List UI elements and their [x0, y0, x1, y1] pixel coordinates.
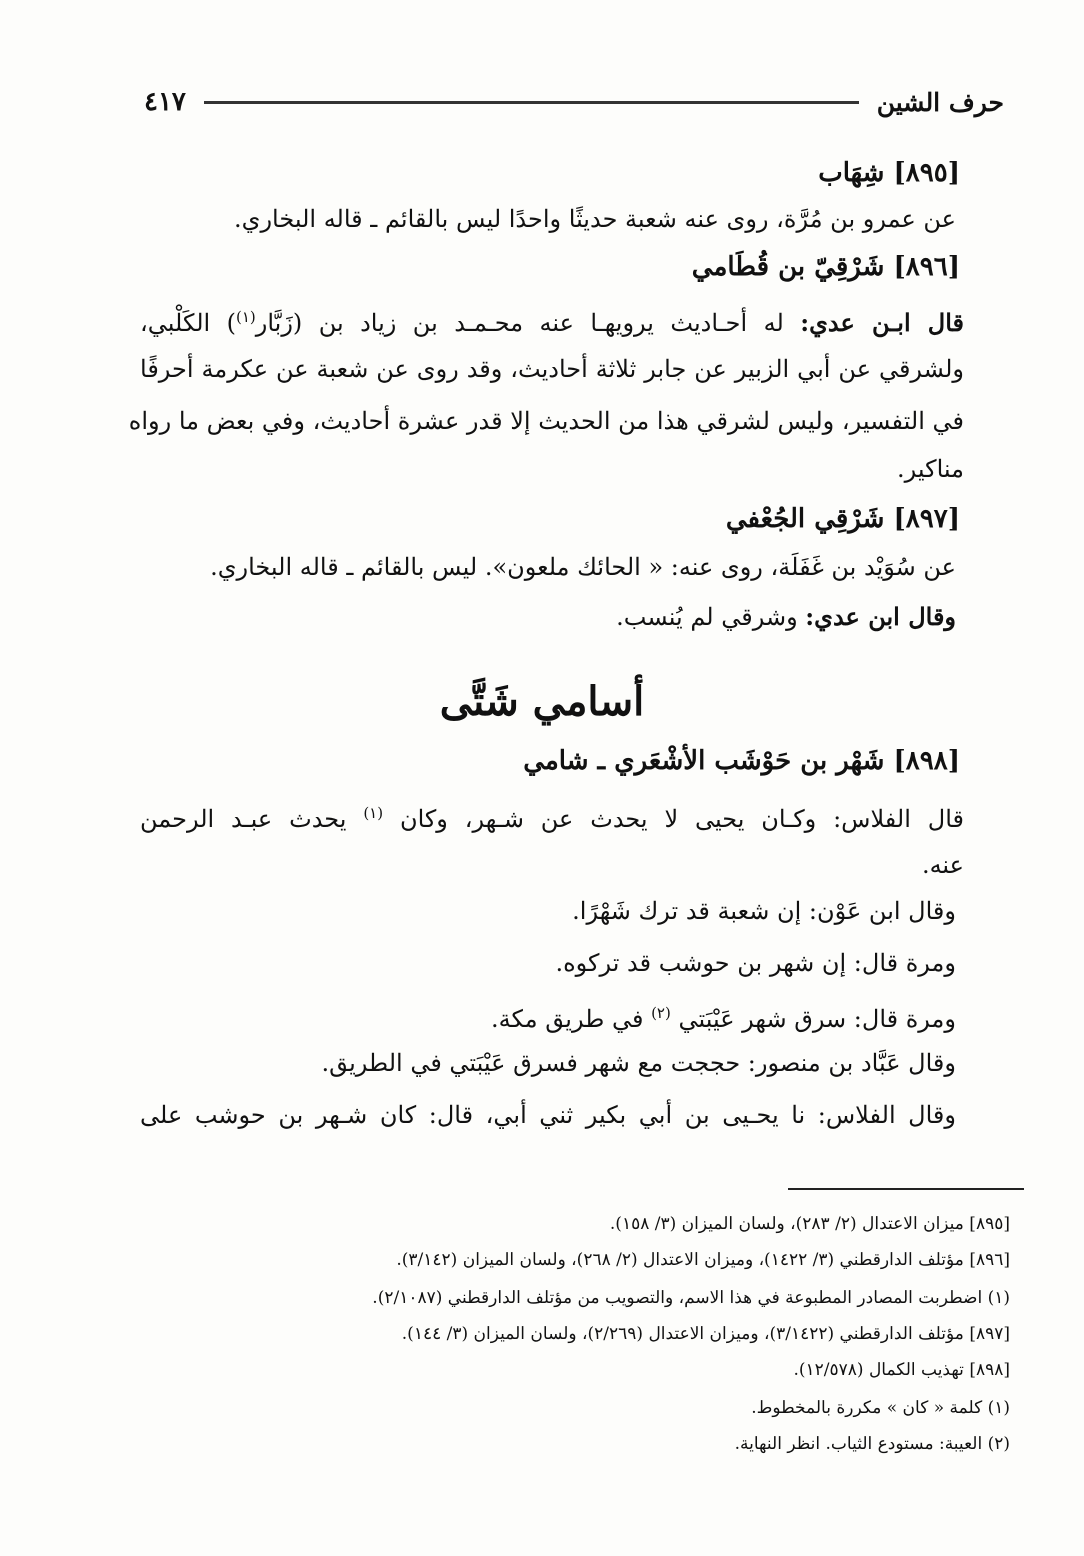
entry-text-897-line-2 [616, 592, 956, 642]
text-run: ومرة قال: سرق شهر عَيْبَتي [670, 1005, 956, 1033]
running-title: حرف الشين [876, 87, 1004, 117]
entry-text-898-line-4: ومرة قال: إن شهر بن حوشب قد تركوه. [555, 949, 956, 977]
entry-text-896-line-2: ولشرقي عن أبي الزبير عن جابر ثلاثة أحاديث، وقد روى عن شعبة عن عكرمة أحرفًا [140, 355, 964, 383]
footnote-6: (١) كلمة « كان » مكررة بالمخطوط. [751, 1398, 1010, 1418]
page-number: ٤١٧ [144, 87, 186, 117]
entry-text-897-line-1: عن سُوَيْد بن غَفَلَة، روى عنه: « الحائك ملعون». ليس بالقائم ـ قاله البخاري. [210, 553, 956, 581]
footnote-5: [٨٩٨] تهذيب الكمال (١٢/٥٧٨). [793, 1360, 1010, 1380]
footnote-1: [٨٩٥] ميزان الاعتدال (٢/ ٢٨٣)، ولسان الميزان (٣/ ١٥٨). [609, 1214, 1010, 1234]
footnote-separator [788, 1188, 1024, 1190]
entry-heading-897: [٨٩٧] شَرْقِي الجُعْفي [725, 504, 960, 534]
text-run: وشرقي لم يُنسب. [616, 603, 806, 631]
text-run: له أحـاديث يرويهـا عنه محـمـد بن زياد بن (زَبَّار [255, 309, 801, 337]
entry-text-898-line-3: وقال ابن عَوْن: إن شعبة قد ترك شَهْرًا. [572, 897, 956, 925]
entry-heading-898: [٨٩٨] شَهْر بن حَوْشَب الأشْعَري ـ شامي [523, 746, 960, 776]
footnote-2: [٨٩٦] مؤتلف الدارقطني (٣/ ١٤٢٢)، وميزان الاعتدال (٢/ ٢٦٨)، ولسان الميزان (٣/١٤٢). [396, 1250, 1010, 1270]
footnote-7: (٢) العيبة: مستودع الثياب. انظر النهاية. [734, 1434, 1010, 1454]
text-run: في طريق مكة. [491, 1005, 652, 1033]
entry-text-898-line-6: وقال عَبَّاد بن منصور: حججت مع شهر فسرق عَيْبَتي في الطريق. [321, 1049, 956, 1077]
entry-text-898-line-5 [491, 988, 956, 1038]
entry-text-898-line-2: عنه. [921, 851, 964, 879]
text-run: ) الكَلْبي، [140, 309, 236, 337]
page-header [144, 82, 1004, 122]
entry-text-898-line-1 [140, 788, 964, 838]
footnote-3: (١) اضطربت المصادر المطبوعة في هذا الاسم، والتصويب من مؤتلف الدارقطني (٢/١٠٨٧). [372, 1288, 1010, 1308]
entry-heading-895: [٨٩٥] شِهَاب [818, 158, 960, 188]
text-run: قال الفلاس: وكـان يحيى لا يحدث عن شـهر، وكان [383, 805, 964, 833]
footnote-marker: (٢) [651, 1004, 671, 1022]
header-rule [204, 101, 859, 104]
footnote-marker: (١) [363, 804, 384, 822]
entry-text-896-line-1 [140, 292, 964, 342]
entry-text-895-line-1: عن عمرو بن مُرَّة، روى عنه شعبة حديثًا واحدًا ليس بالقائم ـ قاله البخاري. [234, 205, 956, 233]
footnote-4: [٨٩٧] مؤتلف الدارقطني (٣/١٤٢٢)، وميزان الاعتدال (٢/٢٦٩)، ولسان الميزان (٣/ ١٤٤). [401, 1324, 1010, 1344]
text-run: يحدث عبـد الرحمن [140, 805, 364, 833]
section-heading: أسامي شَتَّى [439, 678, 645, 725]
speaker-label: وقال ابن عدي: [805, 602, 956, 631]
entry-text-896-line-3: في التفسير، وليس لشرقي هذا من الحديث إلا قدر عشرة أحاديث، وفي بعض ما رواه [128, 407, 964, 435]
entry-text-898-line-7: وقال الفلاس: نا يحـيى بن أبي بكير ثني أبي، قال: كان شـهر بن حوشب على [140, 1101, 956, 1129]
footnote-marker: (١) [235, 308, 256, 326]
speaker-label: قال ابـن عدي: [800, 308, 964, 337]
entry-text-896-line-4: مناكير. [897, 455, 964, 483]
entry-heading-896: [٨٩٦] شَرْقِيّ بن قُطَامي [691, 252, 960, 282]
